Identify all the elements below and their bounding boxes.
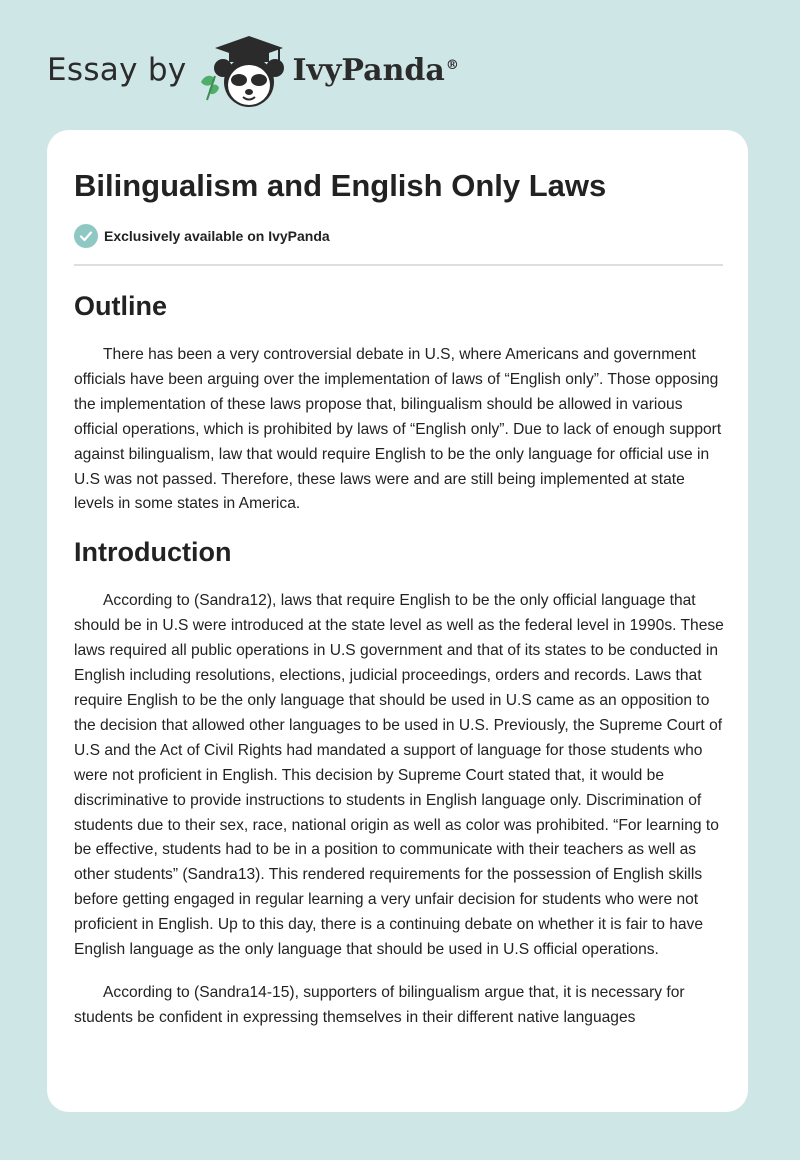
exclusive-badge — [74, 224, 721, 248]
section-introduction — [74, 535, 724, 1030]
paragraph: There has been a very controversial debate in U.S, where Americans and government officials have been arguing over the implementation of laws of “English only”. Those opposing the implementation of these laws propose that, bilingualism should be allowed in various official operations, which is prohibited by laws of “English only”. Due to lack of enough support against bilingualism, law that would require English to be the only language for official use in U.S was not passed. Therefore, these laws were and are still being implemented at state levels in some states in America. — [74, 346, 722, 513]
exclusive-badge-label: Exclusively available on IvyPanda — [104, 228, 330, 244]
site-header — [47, 30, 459, 110]
section-heading: Introduction — [74, 537, 232, 568]
brand-prefix: Essay by — [47, 52, 187, 88]
divider — [74, 264, 723, 266]
brand-name-text: IvyPanda — [292, 52, 445, 88]
brand-name — [293, 53, 459, 88]
essay-card — [47, 130, 748, 1112]
check-icon — [74, 224, 98, 248]
paragraph: According to (Sandra12), laws that require English to be the only official language that should be in U.S were introduced at the state level as well as the federal level in 1990s. These laws required all public operations in U.S government and that of its states to be conducted in English including resolutions, elections, judicial proceedings, orders and records. Laws that require English to be the only language that should be used in U.S came as an opposition to the decision that allowed other languages to be used in U.S. Previously, the Supreme Court of U.S and the Act of Civil Rights had mandated a support of language for those students who were not proficient in English. This decision by Supreme Court stated that, it would be discriminative to provide instructions to students in English language only. Discrimination of students due to their sex, race, national origin as well as color was prohibited. “For learning to be effective, students had to be in a position to communicate with their teachers as well as other students” (Sandra13). This rendered requirements for the possession of English skills before getting engaged in regular learning a very unfair decision for students who were not proficient in English. Up to this day, there is a continuing debate on whether it is fair to have English language as the only language that should be used in U.S official operations. — [74, 592, 724, 959]
section-heading: Outline — [74, 291, 167, 321]
section-outline — [74, 289, 721, 517]
panda-logo-icon[interactable] — [199, 30, 289, 110]
paragraph: According to (Sandra14-15), supporters of bilingualism argue that, it is necessary for students be confident in expressing themselves in their different native languages — [74, 983, 685, 1026]
page-title: Bilingualism and English Only Laws — [74, 168, 607, 203]
registered-mark: ® — [445, 57, 459, 73]
